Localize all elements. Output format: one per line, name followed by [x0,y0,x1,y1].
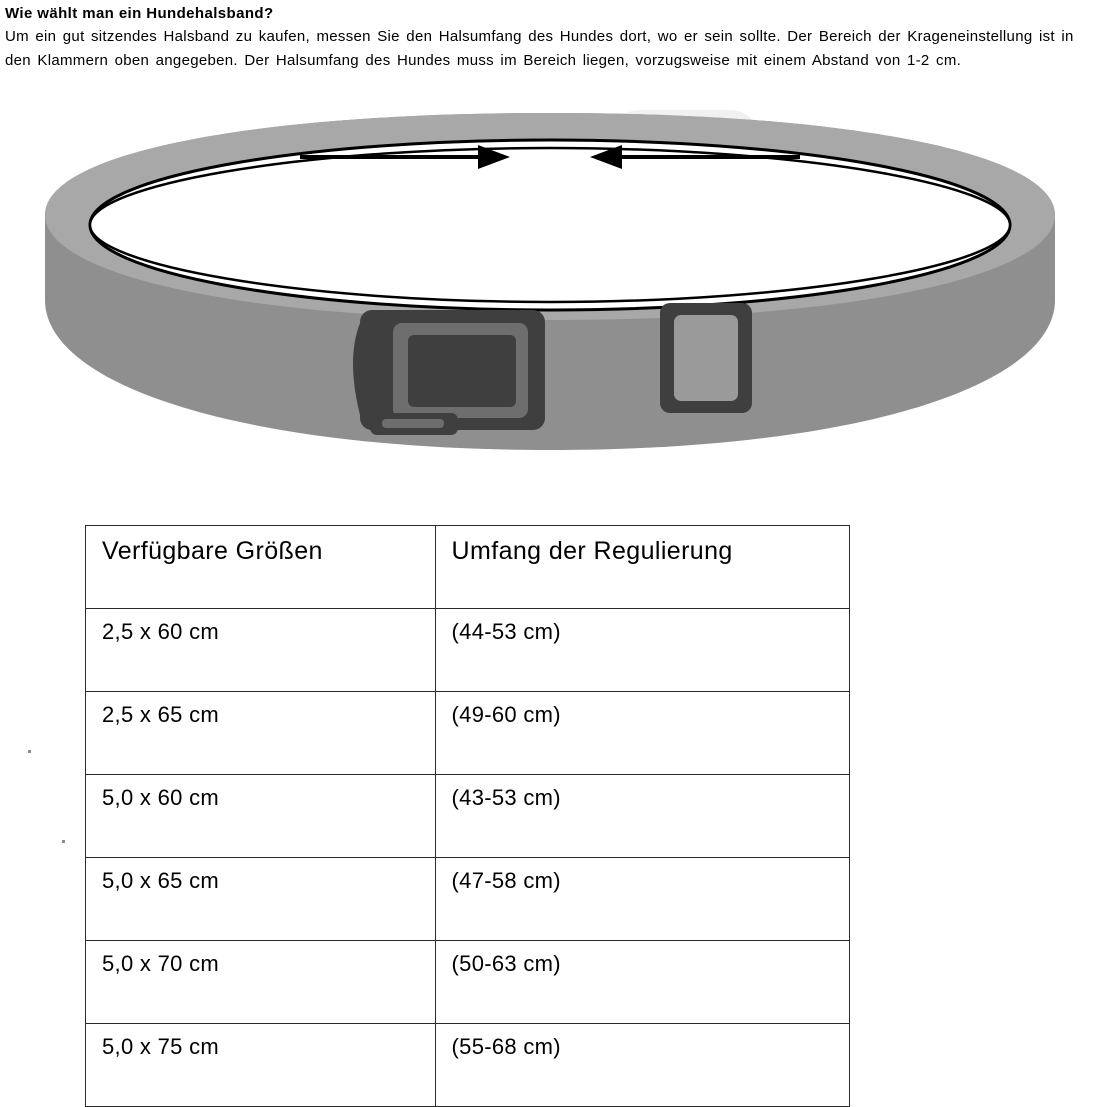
table-row [86,1024,850,1107]
scan-speck [28,750,31,753]
column-header-sizes: Verfügbare Größen [86,526,436,609]
cell-range: (49-60 cm) [435,692,849,775]
table-header-row [86,526,850,609]
cell-size: 2,5 x 65 cm [86,692,436,775]
column-header-range: Umfang der Regulierung [435,526,849,609]
cell-size: 5,0 x 65 cm [86,858,436,941]
dog-collar-illustration [0,95,1100,485]
page-title: Wie wählt man ein Hundehalsband? [5,5,274,22]
header-text-block [5,4,1075,73]
cell-range: (55-68 cm) [435,1024,849,1107]
cell-size: 5,0 x 70 cm [86,941,436,1024]
cell-size: 2,5 x 60 cm [86,609,436,692]
cell-range: (44-53 cm) [435,609,849,692]
table-row [86,609,850,692]
table-row [86,858,850,941]
table-row [86,692,850,775]
intro-paragraph: Um ein gut sitzendes Halsband zu kaufen, messen Sie den Halsumfang des Hundes dort, wo er sein sollte. Der Bereich der Krageneinstellung ist in den Klammern oben angegeben. Der Halsumfang des Hundes muss im Bereich liegen, vorzugsweise mit einem Abstand von 1-2 cm. [5,28,1074,69]
slider-loop-icon [660,303,752,413]
cell-size: 5,0 x 75 cm [86,1024,436,1107]
table-row [86,775,850,858]
cell-size: 5,0 x 60 cm [86,775,436,858]
side-release-buckle-icon [353,310,545,435]
size-chart-table [85,525,850,1107]
table-row [86,941,850,1024]
cell-range: (50-63 cm) [435,941,849,1024]
cell-range: (43-53 cm) [435,775,849,858]
cell-range: (47-58 cm) [435,858,849,941]
collar-strap-shape [45,113,1055,450]
scan-speck [62,840,65,843]
